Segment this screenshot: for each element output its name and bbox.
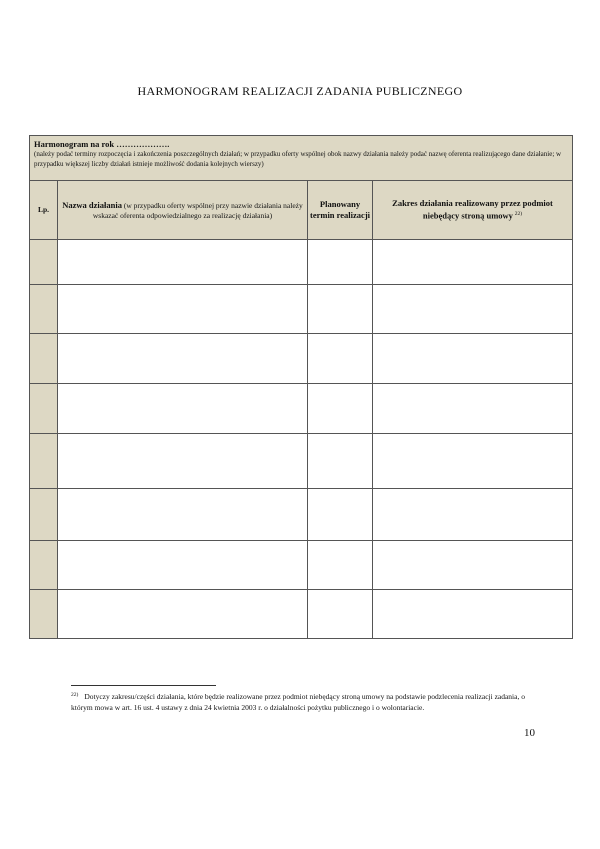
schedule-year-field[interactable]: Harmonogram na rok ………………. (34, 139, 170, 149)
row-planned-term-cell[interactable] (308, 240, 373, 285)
row-scope-cell[interactable] (373, 334, 573, 384)
column-header-planned-term (308, 181, 373, 240)
row-planned-term-cell[interactable] (308, 489, 373, 541)
column-header-scope (373, 181, 573, 240)
row-scope-cell[interactable] (373, 384, 573, 434)
row-activity-name-cell[interactable] (58, 489, 308, 541)
footnote-marker: 22) (71, 692, 79, 698)
footnote-text: Dotyczy zakresu/części działania, które będzie realizowane przez podmiot niebędący stroną umowy na podstawie podzlecenia realizacji zadania, o którym mowa w art. 16 ust. 4 ustawy z dnia 24 kwietnia 2003 r. o działalności pożytku publicznego i o wolontariacie. (71, 692, 525, 712)
table-row (30, 384, 573, 434)
row-planned-term-cell[interactable] (308, 285, 373, 334)
row-scope-cell[interactable] (373, 285, 573, 334)
table-row (30, 434, 573, 489)
row-scope-cell[interactable] (373, 240, 573, 285)
column-header-row (30, 181, 573, 240)
row-lp-cell (30, 434, 58, 489)
footnote-separator (71, 685, 216, 686)
row-planned-term-cell[interactable] (308, 541, 373, 590)
row-planned-term-cell[interactable] (308, 384, 373, 434)
row-scope-cell[interactable] (373, 489, 573, 541)
row-lp-cell (30, 541, 58, 590)
row-lp-cell (30, 590, 58, 639)
row-lp-cell (30, 334, 58, 384)
row-activity-name-cell[interactable] (58, 240, 308, 285)
row-lp-cell (30, 384, 58, 434)
page-number: 10 (524, 727, 535, 739)
page-title: HARMONOGRAM REALIZACJI ZADANIA PUBLICZNEGO (137, 84, 463, 98)
footnote (71, 691, 531, 713)
activity-name-label: Nazwa działania (62, 199, 122, 210)
row-activity-name-cell[interactable] (58, 285, 308, 334)
schedule-table (29, 135, 573, 639)
row-activity-name-cell[interactable] (58, 590, 308, 639)
row-activity-name-cell[interactable] (58, 541, 308, 590)
schedule-rows (30, 240, 573, 639)
row-lp-cell (30, 240, 58, 285)
row-scope-cell[interactable] (373, 434, 573, 489)
row-scope-cell[interactable] (373, 590, 573, 639)
scope-label: Zakres działania realizowany przez podmiot niebędący stroną umowy (392, 198, 553, 221)
table-row (30, 334, 573, 384)
row-lp-cell (30, 489, 58, 541)
column-header-activity-name (58, 181, 308, 240)
table-row (30, 240, 573, 285)
row-lp-cell (30, 285, 58, 334)
row-scope-cell[interactable] (373, 541, 573, 590)
table-row (30, 489, 573, 541)
row-activity-name-cell[interactable] (58, 384, 308, 434)
planned-term-label: Planowany termin realizacji (309, 199, 371, 220)
row-activity-name-cell[interactable] (58, 334, 308, 384)
row-planned-term-cell[interactable] (308, 434, 373, 489)
scope-footnote-ref: 22) (514, 211, 523, 218)
row-activity-name-cell[interactable] (58, 434, 308, 489)
row-planned-term-cell[interactable] (308, 334, 373, 384)
activity-name-note: (w przypadku oferty wspólnej przy nazwie działania należy wskazać oferenta odpowiedzialnego za realizację działania) (92, 200, 303, 220)
schedule-instructions: (należy podać terminy rozpoczęcia i zakończenia poszczególnych działań; w przypadku oferty wspólnej obok nazwy działania należy podać nazwę oferenta realizującego dane działanie; w przypadku większej liczby działań istnieje możliwość dodania kolejnych wierszy) (34, 150, 562, 168)
row-planned-term-cell[interactable] (308, 590, 373, 639)
table-row (30, 541, 573, 590)
table-row (30, 590, 573, 639)
table-row (30, 285, 573, 334)
schedule-year-header (30, 136, 573, 181)
column-header-lp: Lp. (30, 181, 58, 240)
